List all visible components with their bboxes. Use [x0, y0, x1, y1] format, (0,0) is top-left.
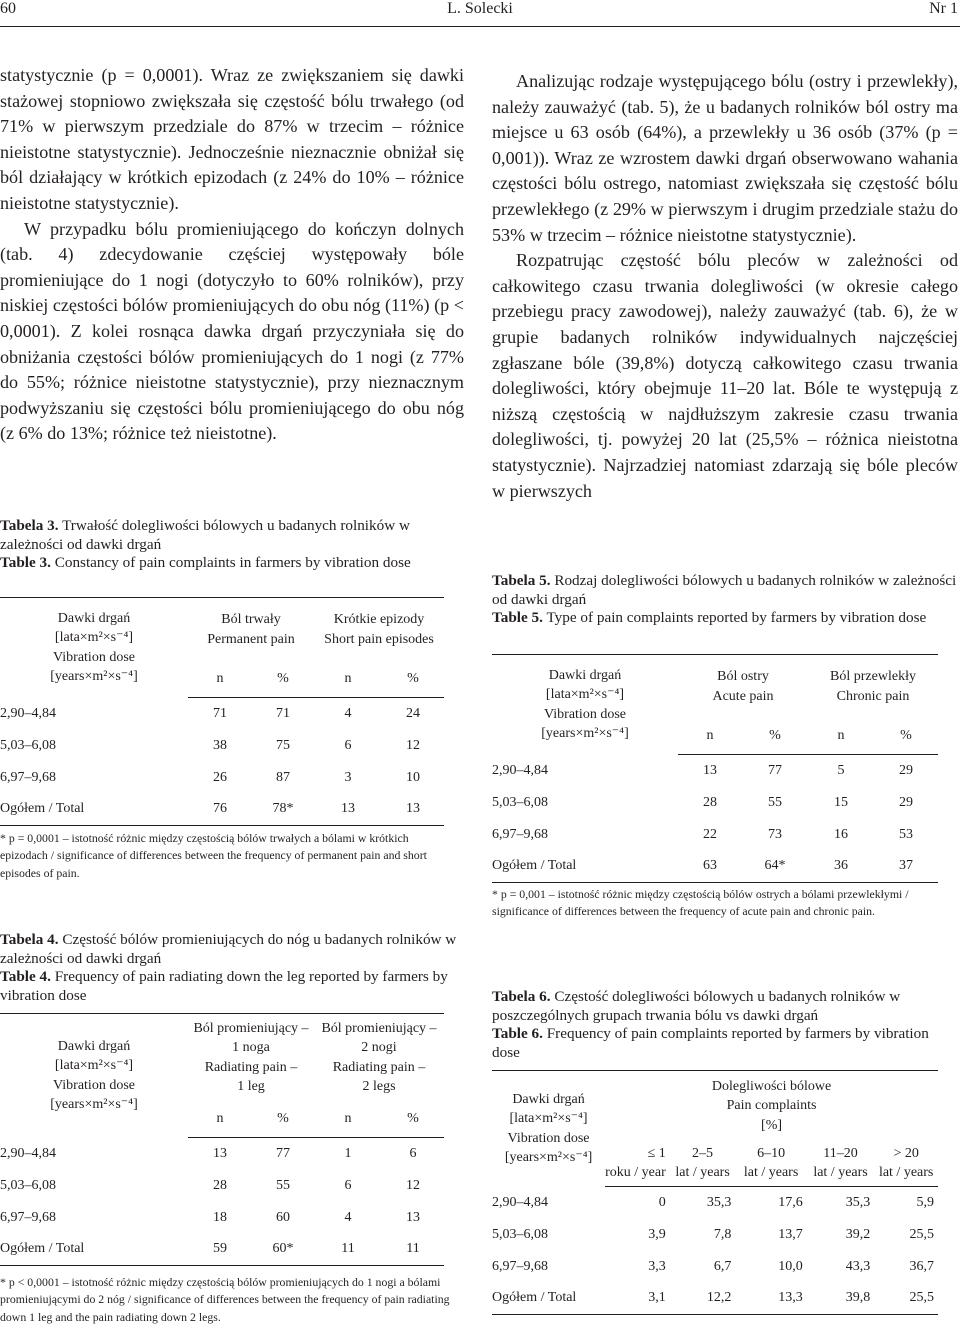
table-row: 6,97–9,68 22 73 16 53: [492, 826, 913, 842]
table-subheader-row: n % n %: [0, 1102, 444, 1138]
table3-group-short: Krótkie epizody Short pain episodes: [314, 598, 444, 662]
table-row: 5,03–6,08 28 55 15 29: [492, 794, 913, 810]
table4-label-en: Table 4.: [0, 968, 51, 986]
table3-group-permanent: Ból trwały Permanent pain: [188, 598, 314, 662]
table6-caption: [492, 988, 958, 1062]
table3-label-en: Table 3.: [0, 554, 51, 572]
left-column-text: [0, 63, 464, 447]
table-total-row: Ogółem / Total 59 60* 11 11: [0, 1234, 444, 1266]
table4-group-one-leg: Ból promieniujący – 1 noga Radiating pain – 1 leg: [188, 1014, 314, 1102]
table-row: 2,90–4,84 13 77 1 6: [0, 1145, 417, 1161]
table3-caption: [0, 517, 464, 573]
table-header-row: [0, 1014, 444, 1102]
table6-caption-en: Frequency of pain complaints reported by farmers by vibration dose: [492, 1025, 929, 1061]
table-row: 6,97–9,68 26 87 3 10: [0, 769, 420, 785]
running-header: [0, 0, 960, 22]
table6-caption-pl: Częstość dolegliwości bólowych u badanych rolników w poszczególnych grupach trwania bólu vs dawki drgań: [492, 988, 901, 1024]
table5-caption-pl: Rodzaj dolegliwości bólowych u badanych rolników w zależności od dawki drgań: [492, 572, 957, 608]
dose-header: Dawki drgań [lata×m²×s⁻⁴] Vibration dose [years×m²×s⁻⁴]: [0, 598, 188, 698]
table-header-row: [0, 598, 444, 662]
table6-group-pain-complaints: Dolegliwości bólowe Pain complaints [%]: [605, 1071, 938, 1141]
dose-header: Dawki drgań [lata×m²×s⁻⁴] Vibration dose [years×m²×s⁻⁴]: [492, 655, 678, 755]
table3-label-pl: Tabela 3.: [0, 517, 59, 534]
table4-group-two-legs: Ból promieniujący – 2 nogi Radiating pain – 2 legs: [314, 1014, 444, 1102]
table4-footnote: * p < 0,0001 – istotność różnic między częstością bólów promieniujących do 1 nogi a bólami promieniującymi do 2 nóg / significance of differences between the frequency of pain radiating down 1 leg and the pain radiating down 2 legs.: [0, 1275, 450, 1324]
table5-group-chronic: Ból przewlekły Chronic pain: [808, 655, 938, 719]
table-row: 6,97–9,68 18 60 4 13: [0, 1209, 420, 1225]
table4-caption: [0, 931, 464, 1005]
table4-caption-en: Frequency of pain radiating down the leg reported by farmers by vibration dose: [0, 968, 448, 1004]
table-header-row: [492, 655, 938, 719]
table-header-row: [492, 1071, 938, 1141]
table4-label-pl: Tabela 4.: [0, 931, 59, 948]
table-subheader-row: n % n %: [492, 719, 938, 755]
table3: [0, 597, 444, 826]
table-row: 5,03–6,08 3,9 7,8 13,7 39,2 25,5: [492, 1226, 934, 1242]
issue-number: Nr 1: [929, 0, 958, 17]
table-total-row: Ogółem / Total 63 64* 36 37: [492, 851, 938, 883]
table3-caption-pl: Trwałość dolegliwości bólowych u badanych rolników w zależności od dawki drgań: [0, 517, 410, 553]
table-total-row: Ogółem / Total 76 78* 13 13: [0, 794, 444, 826]
table4-caption-pl: Częstość bólów promieniujących do nóg u badanych rolników w zależności od dawki drgań: [0, 931, 457, 967]
table5-caption-en: Type of pain complaints reported by farmers by vibration dose: [546, 609, 927, 627]
table-subheader-row: n % n %: [0, 662, 444, 698]
table5-label-pl: Tabela 5.: [492, 572, 551, 589]
table5: [492, 654, 938, 883]
table6-label-pl: Tabela 6.: [492, 988, 551, 1005]
table5-label-en: Table 5.: [492, 609, 543, 627]
table-row: 2,90–4,84 13 77 5 29: [492, 762, 913, 778]
table3-footnote: * p = 0,0001 – istotność różnic między częstością bólów trwałych a bólami w krótkich epizodach / significance of differences between the frequency of permanent pain and short episodes of pain.: [0, 831, 427, 880]
page-number: 60: [0, 0, 16, 17]
table-row: 5,03–6,08 28 55 6 12: [0, 1177, 420, 1193]
table-subheader-row: ≤ 1 roku / year 2–5 lat / years 6–10 lat / years 11–20 lat / years > 20 lat / years: [492, 1141, 938, 1187]
paragraph: Rozpatrując częstość bólu pleców w zależności od całkowitego czasu trwania dolegliwości (w okresie całego przebiegu pracy zawodowej), należy zauważyć (tab. 6), że w grupie badanych rolników indywidualnych najczęściej zgłaszane bóle (39,8%) dotyczą całkowitego czasu trwania dolegliwości, który obejmuje 11–20 lat. Bóle te występują z niższą częstością w najdłuższym zakresie czasu trwania dolegliwości, tj. powyżej 20 lat (25,5% – różnica nieistotna statystycznie). Najrzadziej natomiast zdarzają się bóle pleców w pierwszych: [492, 250, 958, 501]
table-row: 5,03–6,08 38 75 6 12: [0, 737, 420, 753]
table4: [0, 1013, 444, 1266]
table3-caption-en: Constancy of pain complaints in farmers by vibration dose: [54, 554, 411, 572]
paragraph: statystycznie (p = 0,0001). Wraz ze zwiększaniem się dawki stażowej stopniowo zwiększała się częstość bólu trwałego (od 71% w pierwszym przedziale do 87% w trzecim – różnice nieistotne statystycznie). Jednocześnie nieznacznie obniżał się ból działający w krótkich epizodach (z 24% do 10% – różnice nieistotne statystycznie).: [0, 65, 464, 213]
table-row: 2,90–4,84 0 35,3 17,6 35,3 5,9: [492, 1194, 934, 1210]
table-row: 6,97–9,68 3,3 6,7 10,0 43,3 36,7: [492, 1258, 934, 1274]
table6: [492, 1070, 938, 1315]
table-row: 2,90–4,84 71 71 4 24: [0, 705, 420, 721]
dose-header: Dawki drgań [lata×m²×s⁻⁴] Vibration dose [years×m²×s⁻⁴]: [492, 1071, 605, 1187]
paragraph: Analizując rodzaje występującego bólu (ostry i przewlekły), należy zauważyć (tab. 5), że u badanych rolników ból ostry ma miejsce u 63 osób (64%), a przewlekły u 36 osób (37% (p = 0,001)). Wraz ze wzrostem dawki drgań obserwowano wahania częstości bólu ostrego, natomiast zwiększała się częstość bólu przewlekłego (z 29% w pierwszym i drugim przedziale stażu do 53% w trzecim – różnice nieistotne statystycznie).: [492, 71, 958, 245]
table5-group-acute: Ból ostry Acute pain: [678, 655, 808, 719]
paragraph: W przypadku bólu promieniującego do kończyn dolnych (tab. 4) zdecydowanie częściej występowały bóle promieniujące do 1 nogi (dotyczyło to 60% rolników), przy niskiej częstości bólów promieniujących do obu nóg (11%) (p < 0,0001). Z kolei rosnąca dawka drgań przyczyniała się do obniżania częstości bólów promieniujących do 1 nogi (z 77% do 55%; różnice nieistotne statystycznie), przy nieznacznym podwyższaniu się częstości bólu promieniującego do obu nóg (z 6% do 13%; różnice też nieistotne).: [0, 218, 464, 444]
table5-footnote: * p = 0,001 – istotność różnic między częstością bólów ostrych a bólami przewlekłymi / significance of differences between the frequency of acute pain and chronic pain.: [492, 887, 909, 919]
header-rule: [0, 26, 960, 27]
table-total-row: Ogółem / Total 3,1 12,2 13,3 39,8 25,5: [492, 1283, 938, 1315]
table5-caption: [492, 572, 958, 628]
running-author: L. Solecki: [447, 0, 513, 17]
right-column-text: [492, 69, 958, 504]
table6-label-en: Table 6.: [492, 1025, 543, 1043]
dose-header: Dawki drgań [lata×m²×s⁻⁴] Vibration dose [years×m²×s⁻⁴]: [0, 1014, 188, 1138]
